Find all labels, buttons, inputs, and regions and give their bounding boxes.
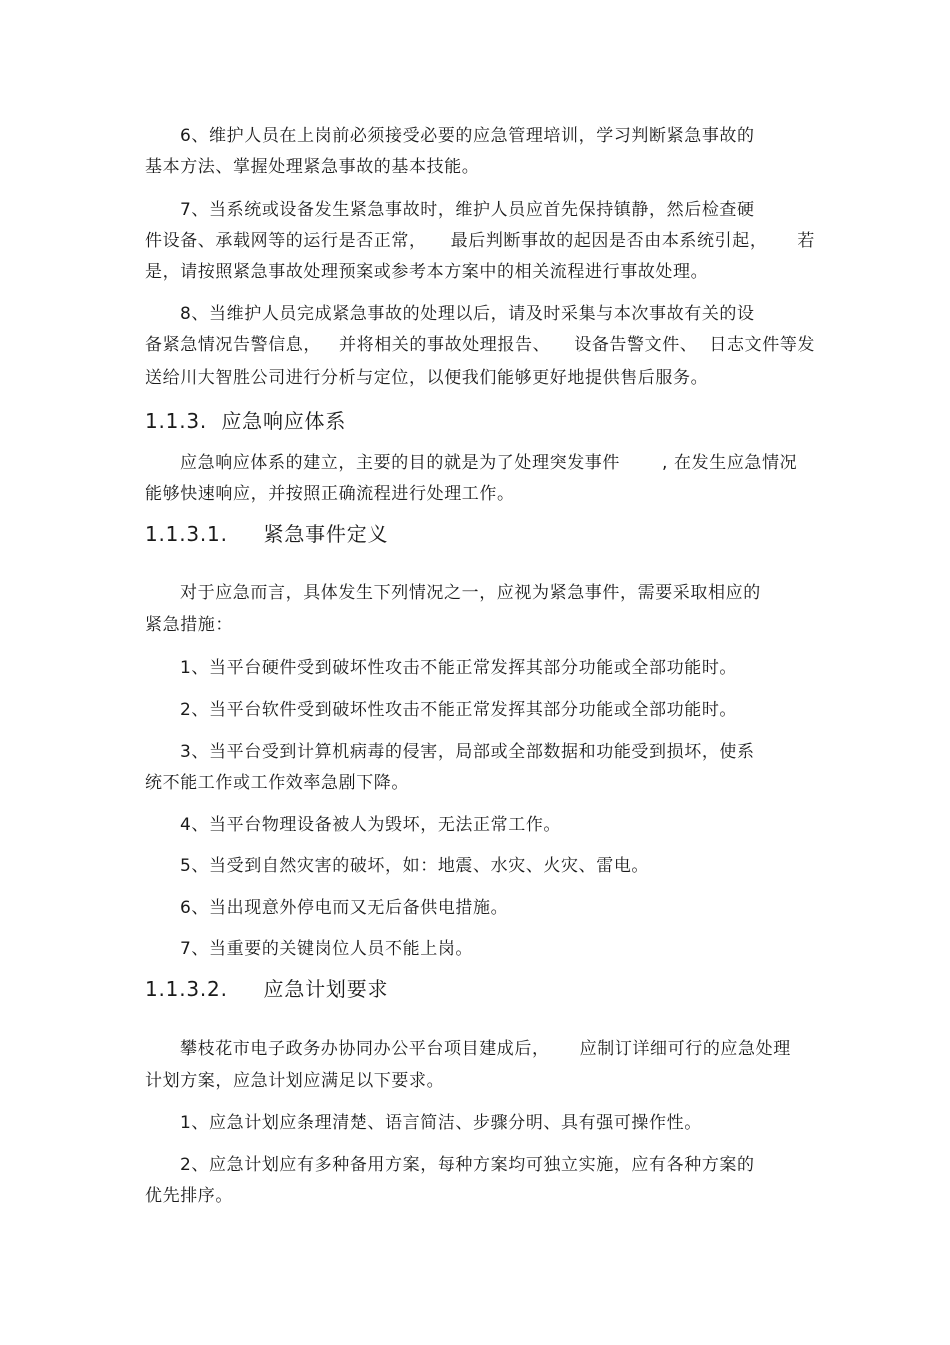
event-item-7: 7、当重要的关键岗位人员不能上岗。 [180, 939, 474, 959]
event-item-1: 1、当平台硬件受到破坏性攻击不能正常发挥其部分功能或全部功能时。 [180, 658, 738, 678]
section-heading-1-1-3: 1.1.3. 应急响应体系 [145, 409, 347, 433]
item-6-line-2: 基本方法、掌握处理紧急事故的基本技能。 [145, 157, 480, 177]
plan-item-1: 1、应急计划应条理清楚、语言简洁、步骤分明、具有强可操作性。 [180, 1113, 702, 1133]
section-1-1-3-line-2: 能够快速响应，并按照正确流程进行处理工作。 [145, 484, 515, 504]
item-8-line-3: 送给川大智胜公司进行分析与定位，以便我们能够更好地提供售后服务。 [145, 368, 709, 388]
event-item-4: 4、当平台物理设备被人为毁坏，无法正常工作。 [180, 815, 562, 835]
item-6-line-1: 6、维护人员在上岗前必须接受必要的应急管理培训，学习判断紧急事故的 [180, 126, 755, 146]
section-1-1-3-1-intro-line-1: 对于应急而言，具体发生下列情况之一，应视为紧急事件，需要采取相应的 [180, 583, 761, 603]
event-item-5: 5、当受到自然灾害的破坏，如：地震、水灾、火灾、雷电。 [180, 856, 650, 876]
item-7-line-3: 是，请按照紧急事故处理预案或参考本方案中的相关流程进行事故处理。 [145, 262, 709, 282]
section-heading-1-1-3-1: 1.1.3.1. 紧急事件定义 [145, 522, 389, 546]
section-1-1-3-1-intro-line-2: 紧急措施： [145, 615, 233, 635]
plan-item-2-line-1: 2、应急计划应有多种备用方案，每种方案均可独立实施，应有各种方案的 [180, 1155, 755, 1175]
item-8-line-2: 备紧急情况告警信息， 并将相关的事故处理报告、 设备告警文件、 日志文件等发 [145, 335, 816, 355]
item-7-line-2: 件设备、承载网等的运行是否正常， 最后判断事故的起因是否由本系统引起， 若 [145, 231, 816, 251]
section-heading-1-1-3-2: 1.1.3.2. 应急计划要求 [145, 977, 389, 1001]
event-item-6: 6、当出现意外停电而又无后备供电措施。 [180, 898, 509, 918]
event-item-3-line-1: 3、当平台受到计算机病毒的侵害，局部或全部数据和功能受到损坏，使系 [180, 742, 755, 762]
section-1-1-3-2-intro-line-2: 计划方案，应急计划应满足以下要求。 [145, 1071, 445, 1091]
section-1-1-3-line-1: 应急响应体系的建立，主要的目的就是为了处理突发事件 , 在发生应急情况 [180, 453, 798, 473]
event-item-3-line-2: 统不能工作或工作效率急剧下降。 [145, 773, 409, 793]
plan-item-2-line-2: 优先排序。 [145, 1186, 233, 1206]
item-8-line-1: 8、当维护人员完成紧急事故的处理以后，请及时采集与本次事故有关的设 [180, 304, 755, 324]
event-item-2: 2、当平台软件受到破坏性攻击不能正常发挥其部分功能或全部功能时。 [180, 700, 738, 720]
item-7-line-1: 7、当系统或设备发生紧急事故时，维护人员应首先保持镇静，然后检查硬 [180, 200, 755, 220]
section-1-1-3-2-intro-line-1: 攀枝花市电子政务办协同办公平台项目建成后， 应制订详细可行的应急处理 [180, 1039, 791, 1059]
